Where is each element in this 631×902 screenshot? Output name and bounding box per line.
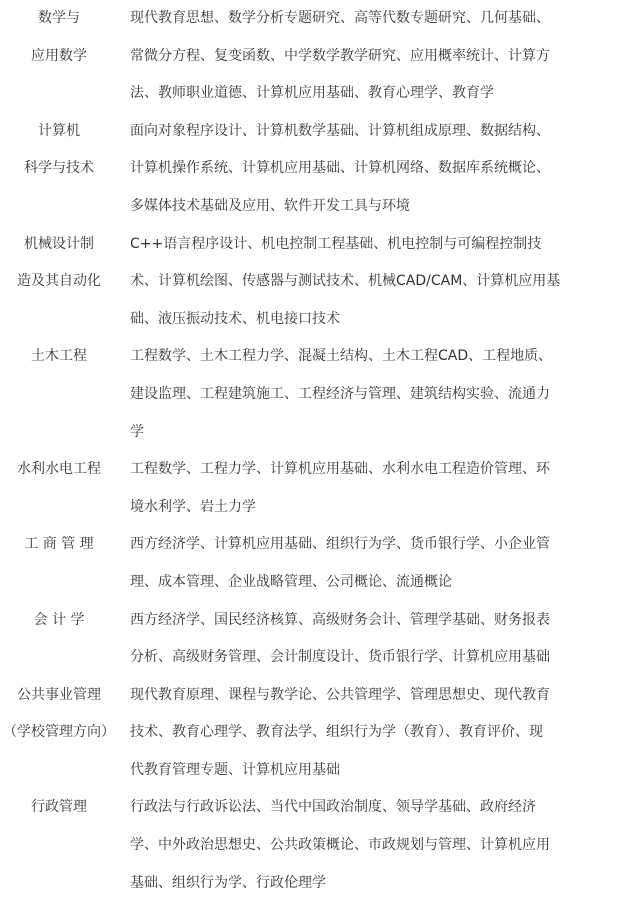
- major-name: [0, 602, 118, 640]
- course-list-line: 面向对象程序设计、计算机数学基础、计算机组成原理、数据结构、: [130, 122, 550, 139]
- major-name: [0, 338, 118, 376]
- course-list-line: 工程数学、工程力学、计算机应用基础、水利水电工程造价管理、环: [130, 461, 550, 478]
- course-list-line: 学: [130, 423, 144, 440]
- course-list-line: 计算机操作系统、计算机应用基础、计算机网络、数据库系统概论、: [130, 160, 550, 177]
- course-list-line: 法、教师职业道德、计算机应用基础、教育心理学、教育学: [130, 85, 494, 102]
- major-name-line: 机械设计制: [24, 235, 94, 252]
- major-name-line: （学校管理方向）: [3, 724, 115, 741]
- major-name-line: 数学与: [38, 10, 80, 26]
- major-name-line: 土木工程: [31, 348, 87, 365]
- major-name-line: 计算机: [38, 122, 80, 139]
- major-name-line: 应用数学: [31, 47, 87, 64]
- major-name-line: 行政管理: [31, 799, 87, 816]
- course-list-line: 西方经济学、国民经济核算、高级财务会计、管理学基础、财务报表: [130, 611, 550, 628]
- course-list-line: 常微分方程、复变函数、中学数学教学研究、应用概率统计、计算方: [130, 47, 550, 64]
- table-row: [0, 226, 631, 339]
- major-name: [0, 526, 118, 564]
- major-name-line: 造及其自动化: [17, 273, 101, 290]
- course-list: [130, 451, 565, 526]
- course-list-line: C++语言程序设计、机电控制工程基础、机电控制与可编程控制技: [130, 235, 542, 252]
- major-name: [0, 226, 118, 301]
- major-name-line: 工 商 管 理: [24, 536, 94, 553]
- course-list-line: 基础、组织行为学、行政伦理学: [130, 874, 326, 891]
- course-list-line: 理、成本管理、企业战略管理、公司概论、流通概论: [130, 573, 452, 590]
- table-row: [0, 451, 631, 526]
- major-name-line: 水利水电工程: [17, 461, 101, 478]
- course-list-line: 多媒体技术基础及应用、软件开发工具与环境: [130, 197, 410, 214]
- course-list-line: 代教育管理专题、计算机应用基础: [130, 761, 340, 778]
- course-list-line: 行政法与行政诉讼法、当代中国政治制度、领导学基础、政府经济: [130, 799, 536, 816]
- course-list-line: 分析、高级财务管理、会计制度设计、货币银行学、计算机应用基础: [130, 649, 550, 666]
- course-list: [130, 789, 565, 902]
- table-row: [0, 0, 631, 113]
- course-list-line: 技术、教育心理学、教育法学、组织行为学（教育）、教育评价、现: [130, 724, 543, 741]
- table-row: [0, 602, 631, 677]
- course-list-line: 术、计算机绘图、传感器与测试技术、机械CAD/CAM、计算机应用基: [130, 273, 561, 290]
- course-list-line: 西方经济学、计算机应用基础、组织行为学、货币银行学、小企业管: [130, 536, 550, 553]
- course-list-line: 工程数学、土木工程力学、混凝土结构、土木工程CAD、工程地质、: [130, 348, 553, 365]
- course-list-line: 现代教育原理、课程与教学论、公共管理学、管理思想史、现代教育: [130, 686, 550, 703]
- course-list-line: 建设监理、工程建筑施工、工程经济与管理、建筑结构实验、流通力: [130, 385, 550, 402]
- course-list: [130, 226, 565, 339]
- major-name-line: 科学与技术: [24, 160, 94, 177]
- table-row: [0, 338, 631, 451]
- major-name: [0, 789, 118, 827]
- course-list: [130, 113, 565, 226]
- table-row: [0, 677, 631, 790]
- major-name: [0, 677, 118, 752]
- course-list-line: 础、液压振动技术、机电接口技术: [130, 310, 340, 327]
- major-name-line: 公共事业管理: [17, 686, 101, 703]
- course-list: [130, 0, 565, 113]
- table-row: [0, 113, 631, 226]
- major-name: [0, 113, 118, 188]
- major-name: [0, 0, 118, 75]
- course-list: [130, 677, 565, 790]
- course-list: [130, 526, 565, 601]
- course-list-line: 境水利学、岩土力学: [130, 498, 256, 515]
- table-row: [0, 789, 631, 902]
- table-row: [0, 526, 631, 601]
- course-list: [130, 602, 565, 677]
- course-list-line: 现代教育思想、数学分析专题研究、高等代数专题研究、几何基础、: [130, 10, 550, 26]
- course-list-line: 学、中外政治思想史、公共政策概论、市政规划与管理、计算机应用: [130, 837, 550, 854]
- major-name: [0, 451, 118, 489]
- major-name-line: 会 计 学: [33, 611, 85, 628]
- course-list: [130, 338, 565, 451]
